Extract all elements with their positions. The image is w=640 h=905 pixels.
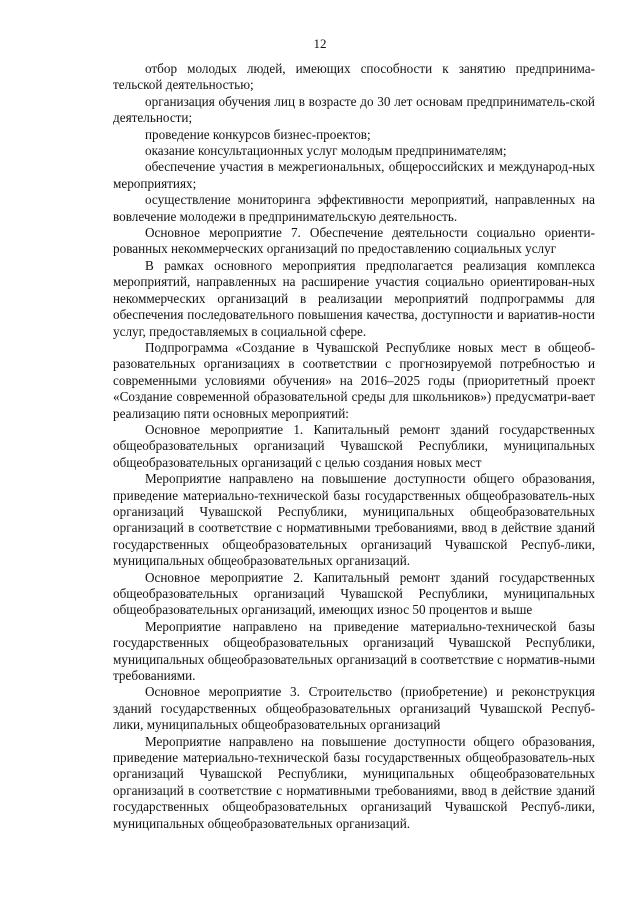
main-activity-3-heading: Основное мероприятие 3. Строительство (приобретение) и реконструкция зданий государственных общеобразовательных организаций Чувашской Респуб-лики, муниципальных общеобразовательных организаций: [113, 684, 595, 733]
document-body: [113, 61, 595, 851]
list-item: организация обучения лиц в возрасте до 30 лет основам предприниматель-ской деятельности;: [113, 93, 595, 126]
body-paragraph: Мероприятие направлено на приведение материально-технической базы государственных общеобразовательных организаций Чувашской Республики, муниципальных общеобразовательных организаций в соответствие с норматив-ными требованиями.: [113, 618, 595, 684]
main-activity-7-heading: Основное мероприятие 7. Обеспечение деятельности социально ориенти-рованных некоммерческих организаций по предоставлению социальных услуг: [113, 225, 595, 257]
list-item: обеспечение участия в межрегиональных, общероссийских и международ-ных мероприятиях;: [113, 159, 595, 191]
list-item: проведение конкурсов бизнес-проектов;: [145, 126, 371, 142]
body-paragraph: Мероприятие направлено на повышение доступности общего образования, приведение материально-технической базы государственных общеобразователь-ных организаций Чувашской Республики, муниципальных общеобразовательных организаций в соответствие с нормативными требованиями, ввод в действие зданий государственных общеобразовательных организаций Чувашской Респуб-лики, муниципальных общеобразовательных организаций.: [113, 471, 595, 569]
main-activity-2-heading: Основное мероприятие 2. Капитальный ремонт зданий государственных общеобразовательных организаций Чувашской Республики, муниципальных общеобразовательных организаций, имеющих износ 50 процентов и выше: [113, 569, 595, 618]
list-item: отбор молодых людей, имеющих способности к занятию предпринима-тельской деятельностью;: [113, 61, 595, 93]
list-item: осуществление мониторинга эффективности мероприятий, направленных на вовлечение молодежи в предпринимательскую деятельность.: [113, 192, 595, 224]
main-activity-1-heading: Основное мероприятие 1. Капитальный ремонт зданий государственных общеобразовательных организаций Чувашской Республики, муниципальных общеобразовательных организаций с целью создания новых мест: [113, 421, 595, 470]
list-item: оказание консультационных услуг молодым предпринимателям;: [145, 143, 507, 159]
subprogram-paragraph: Подпрограмма «Создание в Чувашской Республике новых мест в общеоб-разовательных организациях в соответствии с прогнозируемой потребностью и современными условиями обучения» на 2016–2025 годы (приоритетный проект «Создание современной образовательной среды для школьников») предусматри-вает реализацию пяти основных мероприятий:: [113, 339, 595, 421]
page-number: 12: [313, 36, 327, 51]
body-paragraph: Мероприятие направлено на повышение доступности общего образования, приведение материально-технической базы государственных общеобразователь-ных организаций Чувашской Республики, муниципальных общеобразовательных организаций в соответствие с нормативными требованиями, ввод в действие зданий государственных общеобразовательных организаций Чувашской Респуб-лики, муниципальных общеобразовательных организаций.: [113, 733, 595, 831]
body-paragraph: В рамках основного мероприятия предполагается реализация комплекса мероприятий, направленных на расширение участия социально ориентирован-ных некоммерческих организаций в реализации мероприятий подпрограммы для обеспечения последовательного повышения качества, доступности и вариатив-ности услуг, предоставляемых в социальной сфере.: [113, 257, 595, 339]
